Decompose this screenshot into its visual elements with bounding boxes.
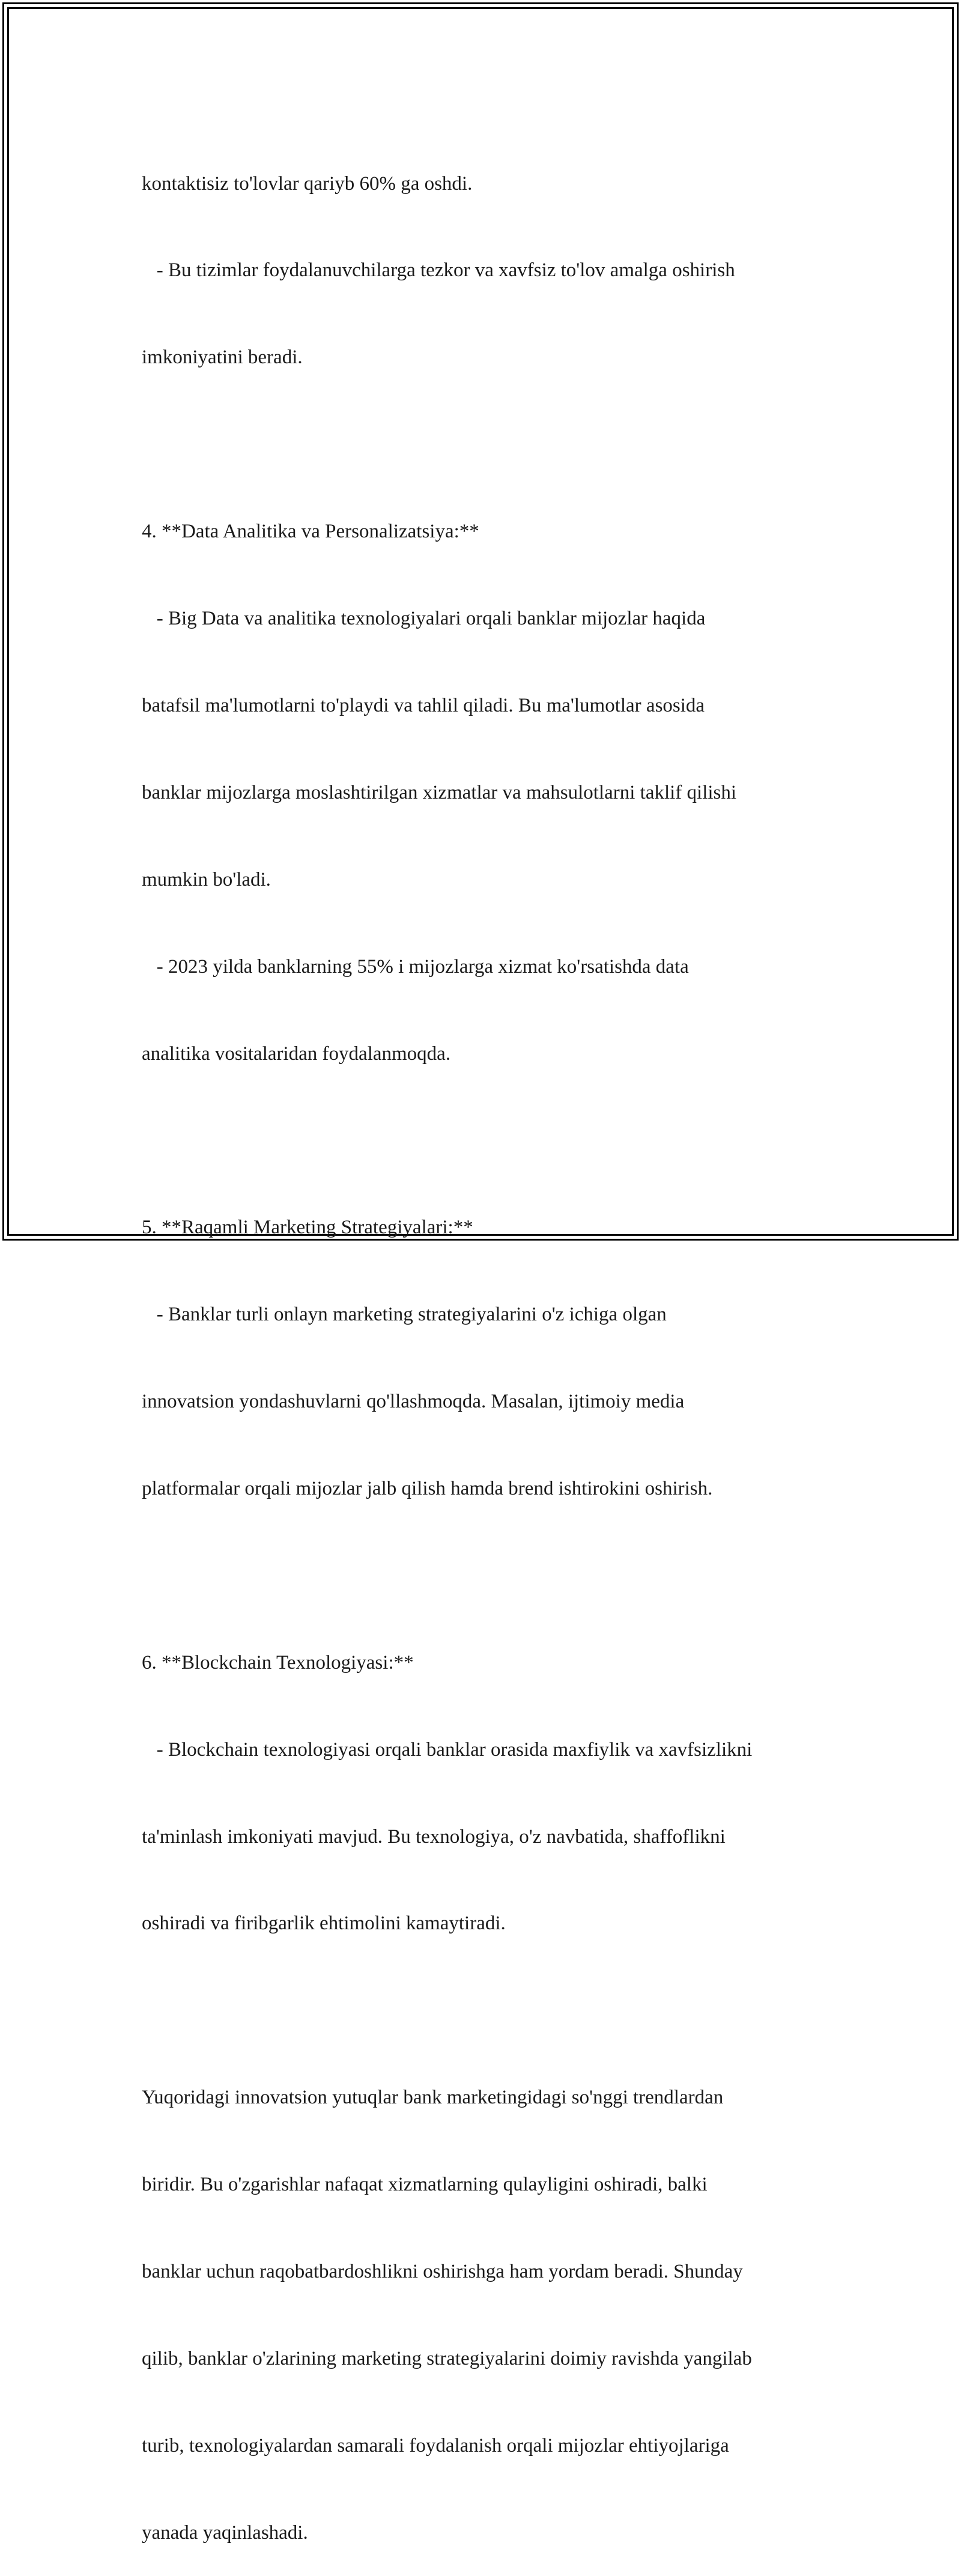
document-body [142,111,832,2576]
text-line: imkoniyatini beradi. [142,346,303,369]
text-line: - Big Data va analitika texnologiyalari orqali banklar mijozlar haqida [142,608,706,630]
text-line: - Bu tizimlar foydalanuvchilarga tezkor va xavfsiz to'lov amalga oshirish [142,259,735,282]
section-heading: 4. **Data Analitika va Personalizatsiya:** [142,521,479,543]
text-line: kontaktisiz to'lovlar qariyb 60% ga oshdi. [142,172,473,195]
text-line: - Banklar turli onlayn marketing strategiyalarini o'z ichiga olgan [142,1304,667,1326]
blank-line [142,430,832,459]
text-line: analitika vositalaridan foydalanmoqda. [142,1042,451,1065]
text-line: innovatsion yondashuvlarni qo'llashmoqda. Masalan, ijtimoiy media [142,1391,685,1413]
text-line: Yuqoridagi innovatsion yutuqlar bank marketingidagi so'nggi trendlardan [142,2087,724,2109]
blank-line [142,1561,832,1590]
text-line: banklar uchun raqobatbardoshlikni oshirishga ham yordam beradi. Shunday [142,2260,743,2282]
text-line: yanada yaqinlashadi. [142,2521,308,2544]
text-line: batafsil ma'lumotlarni to'playdi va tahlil qiladi. Bu ma'lumotlar asosida [142,694,705,716]
section-heading: 6. **Blockchain Texnologiyasi:** [142,1651,414,1673]
text-line: - Blockchain texnologiyasi orqali banklar orasida maxfiylik va xavfsizlikni [142,1738,753,1761]
blank-line [142,1996,832,2025]
text-line: - 2023 yilda banklarning 55% i mijozlarga xizmat ko'rsatishda data [142,955,689,978]
text-line: banklar mijozlarga moslashtirilgan xizmatlar va mahsulotlarni taklif qilishi [142,781,737,803]
text-line: oshiradi va firibgarlik ehtimolini kamaytiradi. [142,1912,506,1935]
text-line: ta'minlash imkoniyati mavjud. Bu texnologiya, o'z navbatida, shaffoflikni [142,1825,726,1848]
section-heading: 5. **Raqamli Marketing Strategiyalari:** [142,1217,473,1239]
text-line: biridir. Bu o'zgarishlar nafaqat xizmatlarning qulayligini oshiradi, balki [142,2174,708,2196]
text-line: qilib, banklar o'zlarining marketing strategiyalarini doimiy ravishda yangilab [142,2347,752,2369]
text-line: mumkin bo'ladi. [142,868,271,890]
text-line: turib, texnologiyalardan samarali foydalanish orqali mijozlar ehtiyojlariga [142,2434,729,2457]
text-line: platformalar orqali mijozlar jalb qilish hamda brend ishtirokini oshirish. [142,1477,713,1499]
blank-line [142,1126,832,1155]
